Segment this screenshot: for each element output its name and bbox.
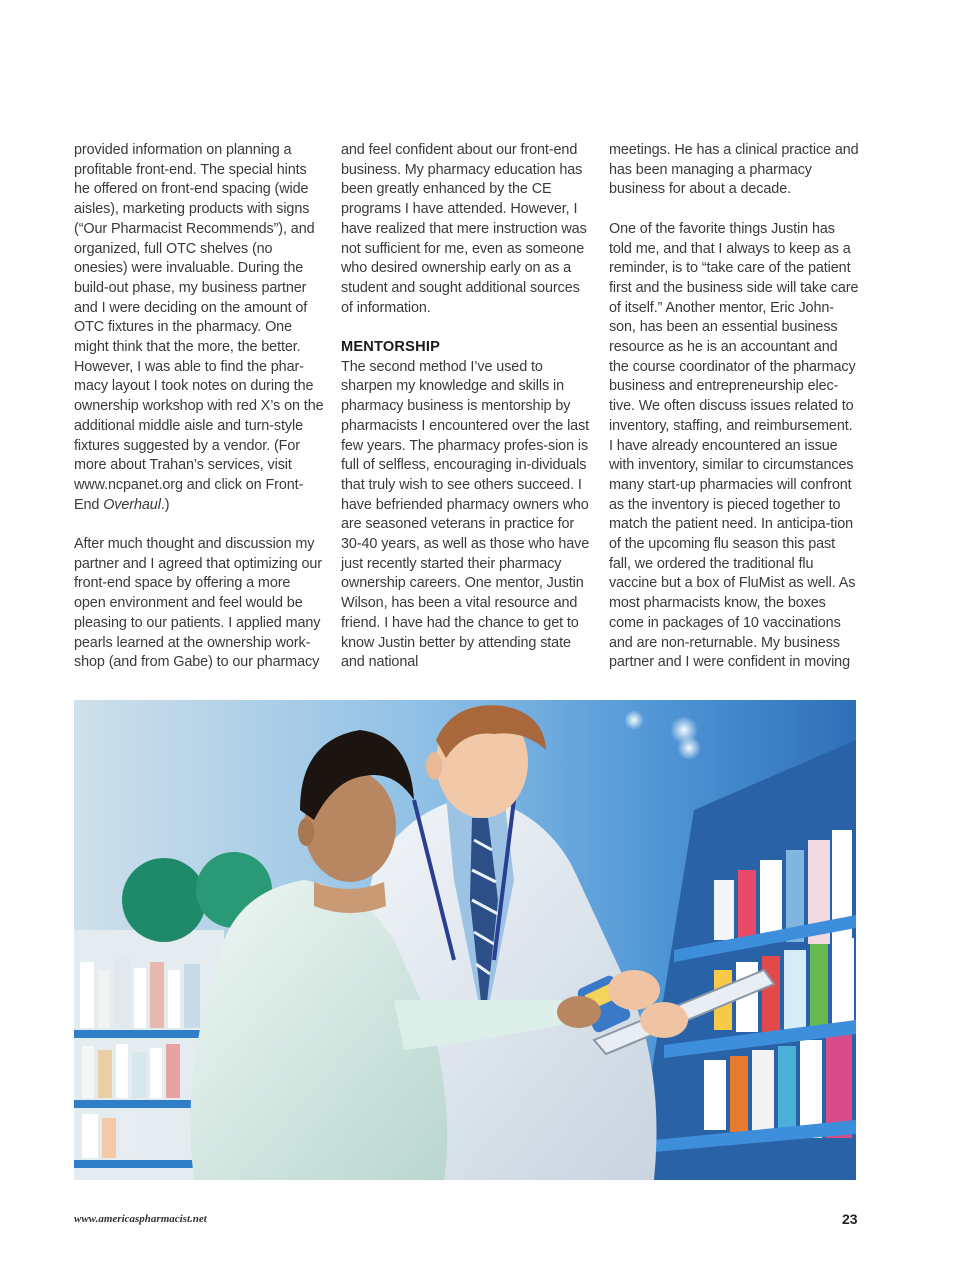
page-number: 23 [842,1211,858,1227]
paragraph: One of the favorite things Justin has told me, and that I always to keep as a reminder, is to “take care of the patient first and the business side will take care of itself.” Another mentor, Eric John-son, has been an essential business resource as he is an accountant and the course coordinator of the pharmacy business and entrepreneurship elec-tive. We often discuss issues related to inventory, staffing, and reimbursement. I have already encountered an issue with inventory, similar to circumstances many start-up pharmacies will confront as the inventory is pieced together to match the patient need. In anticipa-tion of the upcoming flu season this past fall, we ordered the traditional flu vaccine but a box of FluMist as well. As most pharmacists know, the boxes come in packages of 10 vaccinations and are non-returnable. My business partner and I were confident in moving [609,220,859,671]
italic-text: Overhaul [103,496,161,513]
paragraph: The second method I’ve used to sharpen my knowledge and skills in pharmacy business is mentorship by pharmacists I encountered over the last few years. The pharmacy profes-sion is full of selfless, encouraging in-dividuals that truly wish to see others succeed. I have befriended pharmacy owners who are seasoned veterans in practice for 30-40 years, as well as those who have just recently started their pharmacy ownership careers. One mentor, Justin Wilson, has been a vital resource and friend. I have had the chance to get to know Justin better by attending state and national [341,358,590,671]
section-heading: MENTORSHIP [341,339,441,356]
paragraph: and feel confident about our front-end business. My pharmacy education has been greatly enhanced by the CE programs I have attended. However, I have realized that mere instruction was not sufficient for me, even as someone who desired ownership early on as a student and sought additional sources of information. [341,142,587,316]
pharmacy-scene-illustration [74,700,856,1180]
pharmacist-photo [74,700,856,1180]
footer-url: www.americaspharmacist.net [74,1213,207,1225]
paragraph: provided information on planning a profitable front-end. The special hints he offered on front-end spacing (wide aisles), marketing products with signs (“Our Pharmacist Recommends”), and organized, full OTC shelves (no onesies) were invaluable. During the build-out phase, my business partner and I were deciding on the amount of OTC fixtures in the pharmacy. One might think that the more, the better. However, I was able to find the phar-macy layout I took notes on during the ownership workshop with red X’s on the additional middle aisle and turn-style fixtures suggested by a vendor. (For more about Trahan’s services, visit www.ncpanet.org and click on Front-End Overhaul.) [74,142,324,513]
text-column-2 [341,141,591,673]
paragraph: meetings. He has a clinical practice and has been managing a pharmacy business for about a decade. [609,142,859,198]
text-column-3 [609,141,859,673]
text-column-1 [74,141,324,673]
paragraph: After much thought and discussion my partner and I agreed that optimizing our front-end space by offering a more open environment and feel would be pleasing to our patients. I applied many pearls learned at the ownership work-shop (and from Gabe) to our pharmacy [74,536,322,671]
